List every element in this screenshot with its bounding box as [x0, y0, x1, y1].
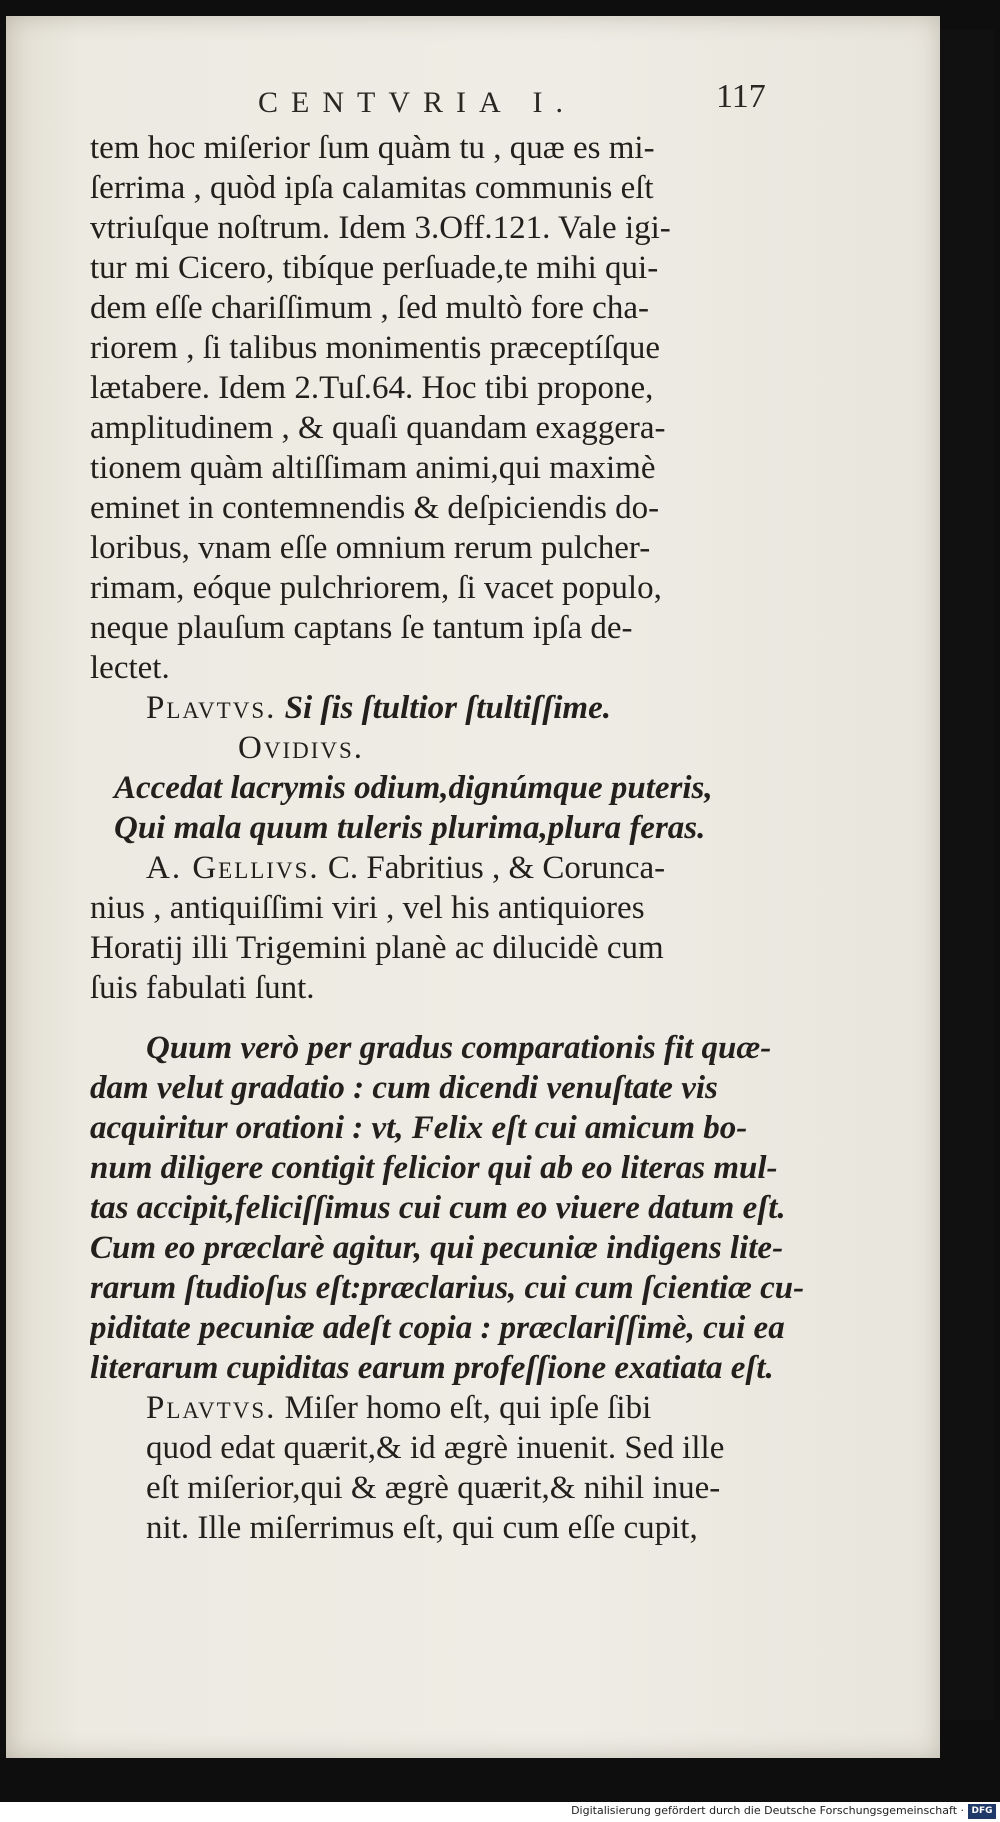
text-line: amplitudinem , & quaſi quandam exaggera-: [90, 410, 666, 446]
plautus-second-line: [90, 1388, 810, 1428]
text-line: nit. Ille miſerrimus eſt, qui cum eſſe cupit,: [146, 1510, 698, 1546]
text-line: loribus, vnam eſſe omnium rerum pulcher-: [90, 530, 651, 566]
text-line: lectet.: [90, 650, 170, 686]
dfg-credit: Digitalisierung gefördert durch die Deutsche Forschungsgemeinschaft ·: [571, 1804, 964, 1817]
text-line: tur mi Cicero, tibíque perſuade,te mihi qui-: [90, 250, 659, 286]
text-line: dem eſſe chariſſimum , ſed multò fore cha-: [90, 290, 649, 326]
author-name-plautus: Plavtvs.: [146, 1390, 277, 1426]
text-line: eſt miſerior,qui & ægrè quærit,& nihil inue-: [146, 1470, 721, 1506]
text-line: tionem quàm altiſſimam animi,qui maximè: [90, 450, 656, 486]
paragraph-gap: [90, 1008, 810, 1028]
text-line: eminet in contemnendis & deſpiciendis do-: [90, 490, 660, 526]
author-name-plautus: Plavtvs.: [146, 690, 277, 726]
page-number: 117: [716, 78, 766, 115]
page-header: [90, 78, 810, 128]
text-line: vtriuſque noſtrum. Idem 3.Off.121. Vale igi-: [90, 210, 671, 246]
right-book-edge: [940, 30, 994, 1720]
italic-text-line: rarum ſtudioſus eſt:præclarius, cui cum ſcientiæ cu-: [90, 1270, 805, 1306]
ovidius-heading: [90, 728, 810, 768]
italic-text-line: Cum eo præclarè agitur, qui pecuniæ indigens lite-: [90, 1230, 784, 1266]
author-name-gellius: A. Gellivs.: [146, 850, 320, 886]
italic-text-line: dam velut gradatio : cum dicendi venuſtate vis: [90, 1070, 718, 1106]
plautus-text: Miſer homo eſt, qui ipſe ſibi: [284, 1390, 652, 1426]
text-line: nius , antiquiſſimi viri , vel his antiquiores: [90, 890, 645, 926]
verse-line: Accedat lacrymis odium,dignúmque puteris,: [114, 770, 713, 806]
italic-text-line: num diligere contigit felicior qui ab eo literas mul-: [90, 1150, 778, 1186]
text-line: neque plauſum captans ſe tantum ipſa de-: [90, 610, 633, 646]
gellius-text: C. Fabritius , & Corunca-: [327, 850, 666, 886]
italic-text-line: Quum verò per gradus comparationis fit quæ-: [146, 1030, 772, 1066]
gellius-line: [90, 848, 810, 888]
text-line: ſuis fabulati ſunt.: [90, 970, 315, 1006]
text-line: lætabere. Idem 2.Tuſ.64. Hoc tibi propone,: [90, 370, 654, 406]
plautus-quote: Si ſis ſtultior ſtultiſſime.: [284, 690, 611, 726]
author-name-ovidius: Ovidivs.: [238, 730, 365, 766]
dfg-logo: DFG: [968, 1804, 996, 1819]
text-line: quod edat quærit,& id ægrè inuenit. Sed ille: [146, 1430, 725, 1466]
plautus-quote-line: [90, 688, 810, 728]
text-line: riorem , ſi talibus monimentis præceptíſque: [90, 330, 661, 366]
running-head: CENTVRIA I.: [258, 86, 576, 119]
italic-text-line: piditate pecuniæ adeſt copia : præclariſſimè, cui ea: [90, 1310, 785, 1346]
italic-text-line: acquiritur orationi : vt, Felix eſt cui amicum bo-: [90, 1110, 748, 1146]
text-line: Horatij illi Trigemini planè ac dilucidè cum: [90, 930, 664, 966]
italic-text-line: tas accipit,feliciſſimus cui cum eo viuere datum eſt.: [90, 1190, 786, 1226]
text-line: ſerrima , quòd ipſa calamitas communis eſt: [90, 170, 654, 206]
text-line: tem hoc miſerior ſum quàm tu , quæ es mi-: [90, 130, 655, 166]
digitization-footer: [0, 1802, 1000, 1822]
verse-line: Qui mala quum tuleris plurima,plura feras.: [114, 810, 706, 846]
italic-text-line: literarum cupiditas earum profeſſione exatiata eſt.: [90, 1350, 774, 1386]
text-line: rimam, eóque pulchriorem, ſi vacet populo,: [90, 570, 662, 606]
page-body: [90, 128, 810, 1548]
